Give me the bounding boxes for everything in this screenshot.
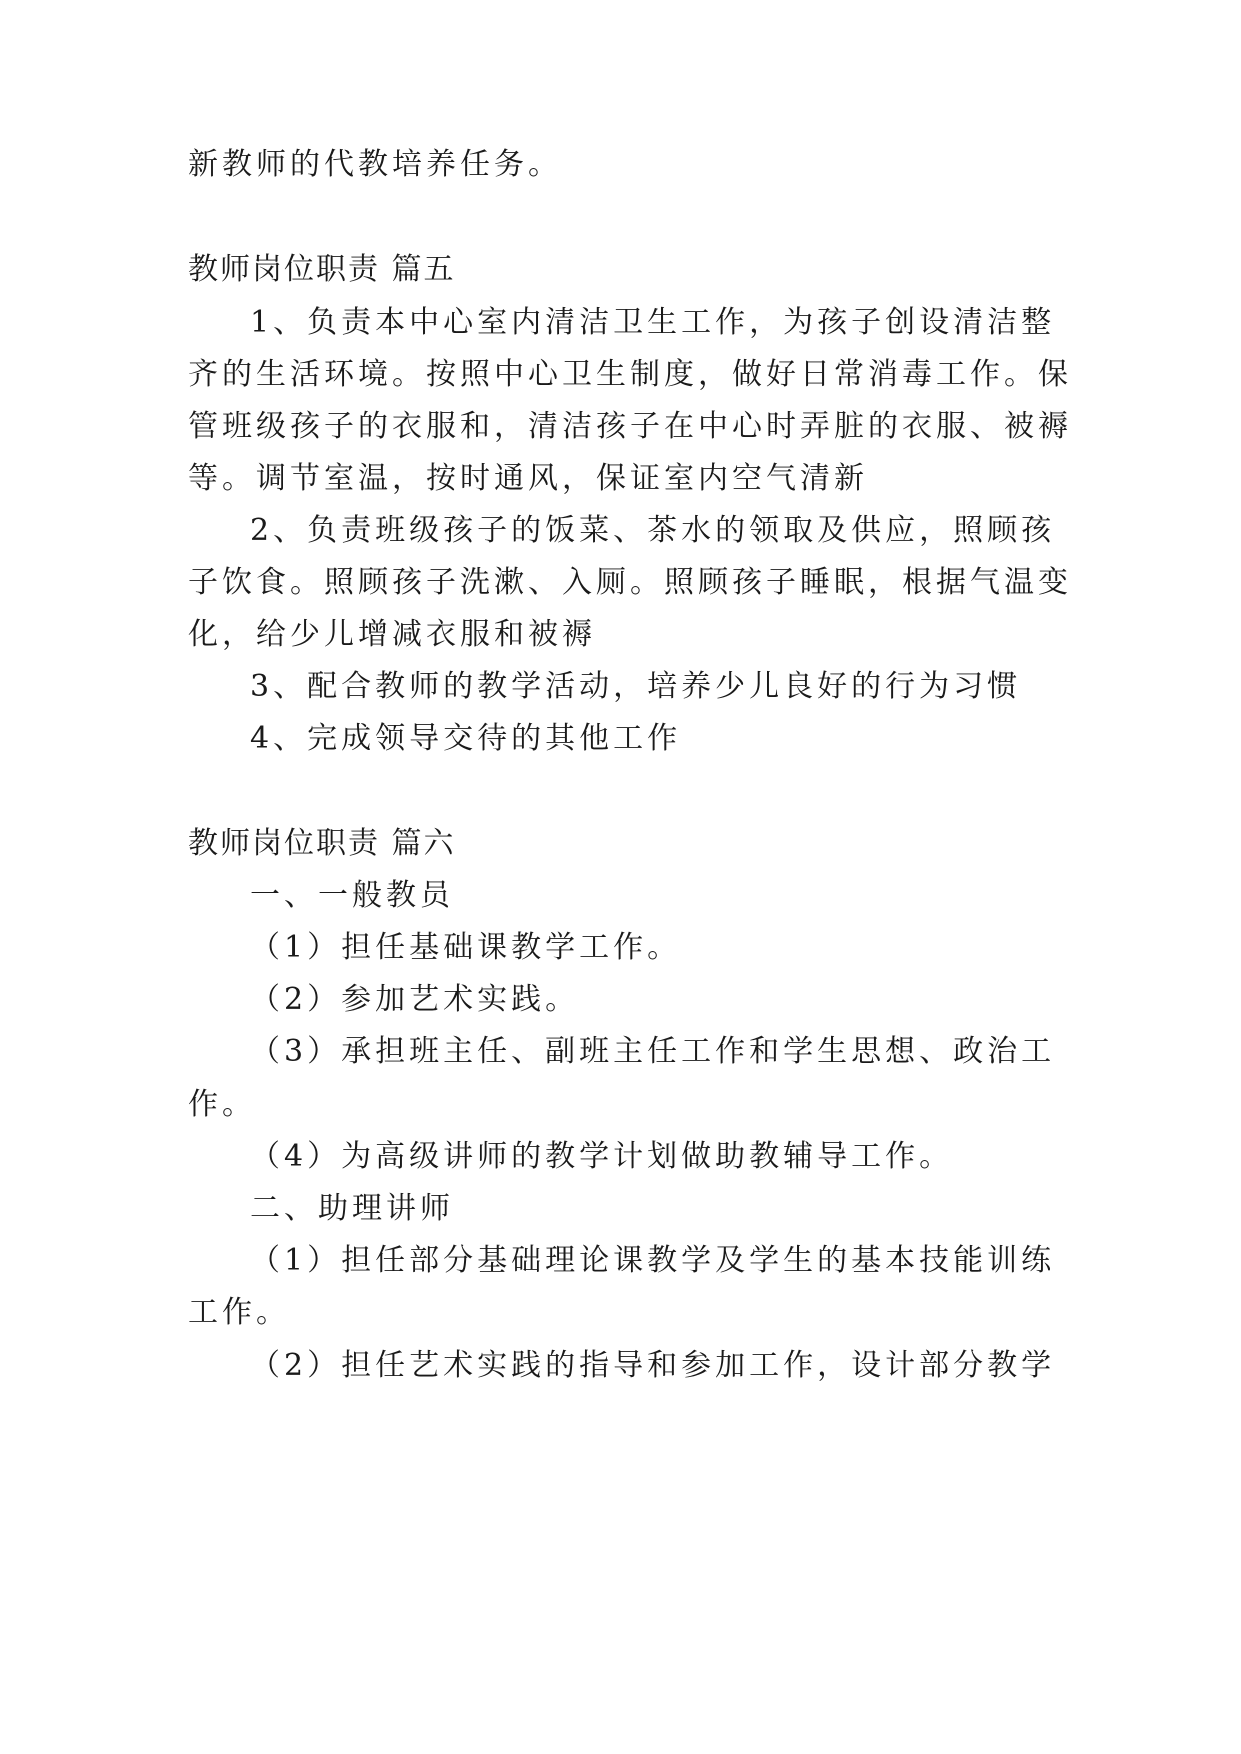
section-heading: 教师岗位职责 篇五 xyxy=(188,252,456,287)
paragraph-line: （4）为高级讲师的教学计划做助教辅导工作。 xyxy=(250,1139,954,1174)
paragraph-line: （2）担任艺术实践的指导和参加工作，设计部分教学 xyxy=(250,1348,1056,1383)
paragraph-line: 3、配合教师的教学活动，培养少儿良好的行为习惯 xyxy=(250,669,1022,704)
paragraph-line: （1）担任部分基础理论课教学及学生的基本技能训练 xyxy=(250,1243,1056,1278)
paragraph-line: 作。 xyxy=(188,1087,256,1122)
paragraph-line: 化，给少儿增减衣服和被褥 xyxy=(188,617,596,652)
paragraph-line: 二、助理讲师 xyxy=(250,1191,454,1226)
paragraph-line: 等。调节室温，按时通风，保证室内空气清新 xyxy=(188,461,868,496)
paragraph-line: 齐的生活环境。按照中心卫生制度，做好日常消毒工作。保 xyxy=(188,357,1072,392)
section-heading: 教师岗位职责 篇六 xyxy=(188,826,456,861)
paragraph-line: 1、负责本中心室内清洁卫生工作，为孩子创设清洁整 xyxy=(250,305,1056,340)
paragraph-line: （1）担任基础课教学工作。 xyxy=(250,930,682,965)
paragraph-line: 工作。 xyxy=(188,1295,290,1330)
paragraph-line: 新教师的代教培养任务。 xyxy=(188,147,562,182)
paragraph-line: 2、负责班级孩子的饭菜、茶水的领取及供应，照顾孩 xyxy=(250,513,1056,548)
paragraph-line: 一、一般教员 xyxy=(250,878,454,913)
paragraph-line: （2）参加艺术实践。 xyxy=(250,982,580,1017)
paragraph-line: 4、完成领导交待的其他工作 xyxy=(250,721,682,756)
paragraph-line: （3）承担班主任、副班主任工作和学生思想、政治工 xyxy=(250,1034,1056,1069)
paragraph-line: 子饮食。照顾孩子洗漱、入厕。照顾孩子睡眠，根据气温变 xyxy=(188,565,1072,600)
paragraph-line: 管班级孩子的衣服和，清洁孩子在中心时弄脏的衣服、被褥 xyxy=(188,409,1072,444)
